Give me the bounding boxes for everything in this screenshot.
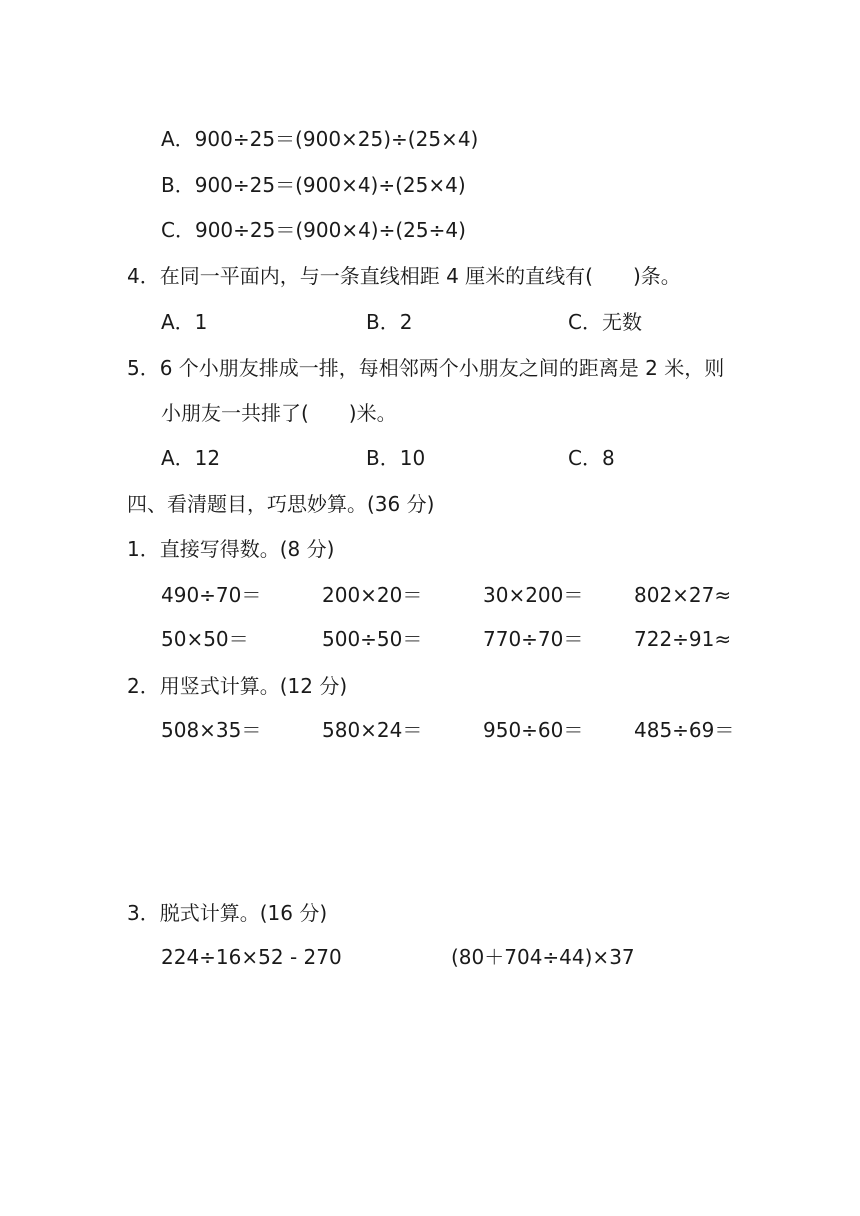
vertical-calc-item: 580×24＝ (322, 718, 423, 742)
oral-calc-item: 50×50＝ (161, 627, 249, 651)
oral-calc-item: 802×27≈ (634, 583, 732, 607)
q3-option-b: B．900÷25＝(900×4)÷(25×4) (161, 173, 466, 197)
oral-calc-item: 30×200＝ (483, 583, 584, 607)
q5-option-b: B．10 (366, 446, 426, 470)
q4-stem: 4．在同一平面内，与一条直线相距 4 厘米的直线有( )条。 (127, 264, 681, 288)
oral-calc-item: 500÷50＝ (322, 627, 423, 651)
q5-stem-line1: 5．6 个小朋友排成一排，每相邻两个小朋友之间的距离是 2 米，则 (127, 356, 725, 380)
q5-option-a: A．12 (161, 446, 221, 470)
q5-stem-line2: 小朋友一共排了( )米。 (161, 401, 397, 425)
oral-calc-item: 770÷70＝ (483, 627, 584, 651)
q4-option-b: B．2 (366, 310, 413, 334)
q5-options (0, 446, 860, 470)
part2-title: 2．用竖式计算。(12 分) (127, 674, 348, 698)
stepwise-calc-item: (80＋704÷44)×37 (451, 945, 635, 969)
q4-option-c: C．无数 (568, 310, 642, 334)
part3-title: 3．脱式计算。(16 分) (127, 901, 328, 925)
q3-option-c: C．900÷25＝(900×4)÷(25÷4) (161, 218, 466, 242)
part2-row1 (0, 718, 860, 742)
q3-option-a: A．900÷25＝(900×25)÷(25×4) (161, 127, 479, 151)
part1-title: 1．直接写得数。(8 分) (127, 537, 335, 561)
q4-option-a: A．1 (161, 310, 208, 334)
part3-row1 (0, 945, 860, 969)
part1-row2 (0, 627, 860, 651)
section4-title: 四、看清题目，巧思妙算。(36 分) (127, 492, 435, 516)
oral-calc-item: 490÷70＝ (161, 583, 262, 607)
oral-calc-item: 200×20＝ (322, 583, 423, 607)
part1-row1 (0, 583, 860, 607)
q4-options (0, 310, 860, 334)
oral-calc-item: 722÷91≈ (634, 627, 732, 651)
vertical-calc-item: 485÷69＝ (634, 718, 735, 742)
vertical-calc-item: 508×35＝ (161, 718, 262, 742)
stepwise-calc-item: 224÷16×52 - 270 (161, 945, 342, 969)
q5-option-c: C．8 (568, 446, 615, 470)
vertical-calc-item: 950÷60＝ (483, 718, 584, 742)
